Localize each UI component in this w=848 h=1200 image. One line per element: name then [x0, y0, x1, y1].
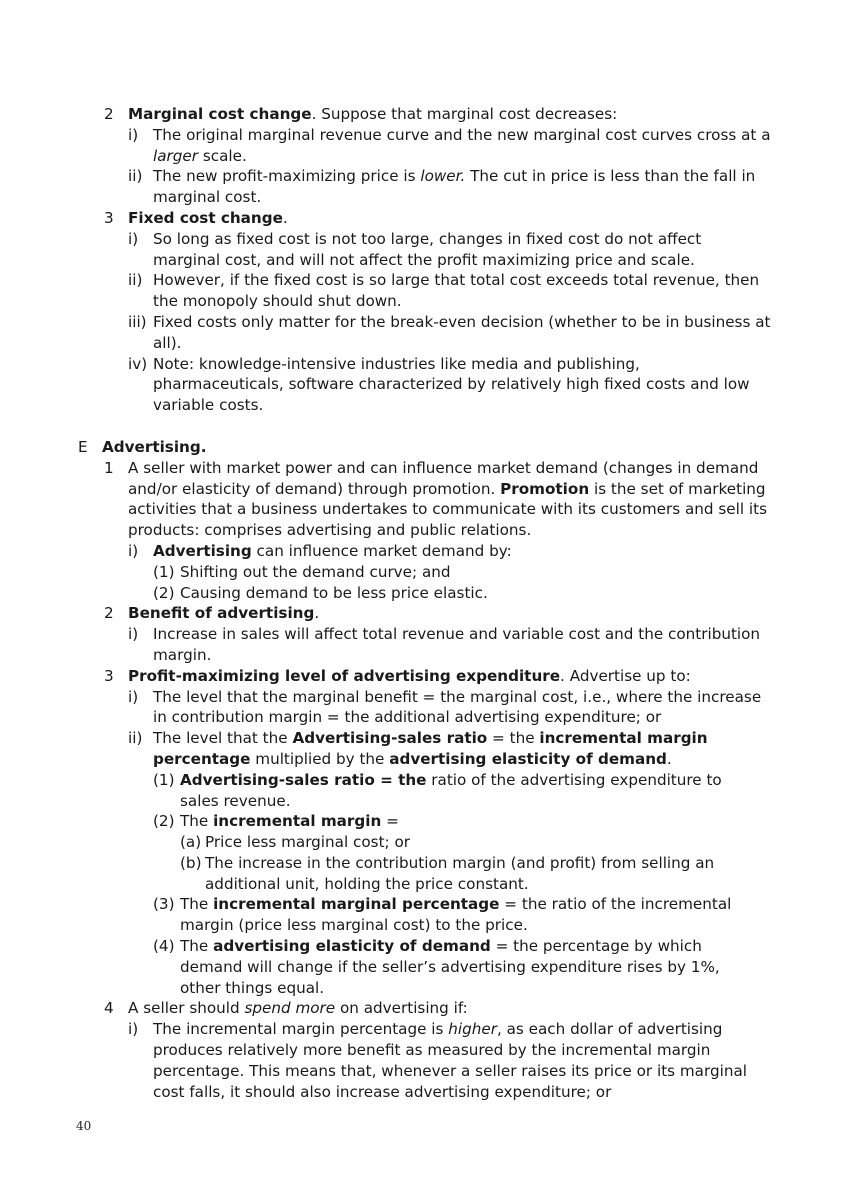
list-item: 3 Profit-maximizing level of advertising expenditure. Advertise up to: — [104, 666, 691, 685]
section-e-advertising — [0, 437, 848, 458]
list-item: (1) Advertising-sales ratio = the ratio of the advertising expenditure to sales revenue. — [153, 770, 722, 810]
section-heading: Advertising. — [102, 437, 207, 456]
list-item: (2) Causing demand to be less price elastic. — [153, 583, 488, 602]
spacer — [0, 416, 848, 437]
list-item: i) The original marginal revenue curve and the new marginal cost curves cross at a larger scale. — [128, 125, 771, 165]
list-item: ii) The new profit-maximizing price is lower. The cut in price is less than the fall in marginal cost. — [128, 167, 756, 207]
list-item: 1 A seller with market power and can influence market demand (changes in demand and/or elasticity of demand) through promotion. Promotion is the set of marketing activities that a business undertakes to communicate with its customers and sell its products: comprises advertising and public relations. — [104, 458, 767, 540]
section-heading: Fixed cost change — [128, 208, 283, 227]
list-item: iv) Note: knowledge-intensive industries like media and publishing, pharmaceuticals, software characterized by relatively high fixed costs and low variable costs. — [128, 354, 750, 415]
list-item: i) The incremental margin percentage is higher, as each dollar of advertising produces relatively more benefit as measured by the incremental margin percentage. This means that, whenever a seller raises its price or its marginal cost falls, it should also increase advertising expenditure; or — [128, 1020, 747, 1101]
list-item: (2) The incremental margin = — [153, 812, 399, 831]
list-number: 2 — [104, 105, 114, 123]
list-item: (1) Shifting out the demand curve; and — [153, 562, 451, 581]
section-letter: E — [78, 437, 88, 456]
list-item: i) So long as fixed cost is not too large, changes in fixed cost do not affect marginal cost, and will not affect the profit maximizing price and scale. — [128, 229, 702, 269]
list-item: 2 Benefit of advertising. — [104, 604, 320, 623]
section-heading: Marginal cost change — [128, 105, 312, 123]
section-3-fixed-cost-change: 3 Fixed cost change. — [104, 208, 288, 227]
list-item: ii) However, if the fixed cost is so large that total cost exceeds total revenue, then the monopoly should shut down. — [128, 271, 760, 311]
document-body — [0, 104, 848, 1102]
list-item: (3) The incremental marginal percentage = the ratio of the incremental margin (price less marginal cost) to the price. — [153, 895, 732, 935]
list-item: iii) Fixed costs only matter for the break-even decision (whether to be in business at all). — [128, 312, 771, 352]
list-item: i) The level that the marginal benefit = the marginal cost, i.e., where the increase in contribution margin = the additional advertising expenditure; or — [128, 687, 762, 727]
list-number: 3 — [104, 208, 114, 227]
page-number: 40 — [76, 1119, 92, 1133]
section-2-marginal-cost-change: 2 Marginal cost change. Suppose that marginal cost decreases: — [104, 105, 618, 123]
list-item: ii) The level that the Advertising-sales ratio = the incremental margin percentage multiplied by the advertising elasticity of demand. — [128, 729, 708, 768]
list-item: i) Increase in sales will affect total revenue and variable cost and the contribution margin. — [128, 625, 761, 664]
list-item: 4 A seller should spend more on advertising if: — [104, 999, 468, 1018]
list-item: i) Advertising can influence market demand by: — [128, 541, 512, 560]
list-item: (4) The advertising elasticity of demand = the percentage by which demand will change if the seller’s advertising expenditure rises by 1%, other things equal. — [153, 937, 720, 997]
list-item: (a) Price less marginal cost; or — [180, 833, 411, 852]
list-item: (b) The increase in the contribution margin (and profit) from selling an additional unit, holding the price constant. — [180, 853, 715, 893]
